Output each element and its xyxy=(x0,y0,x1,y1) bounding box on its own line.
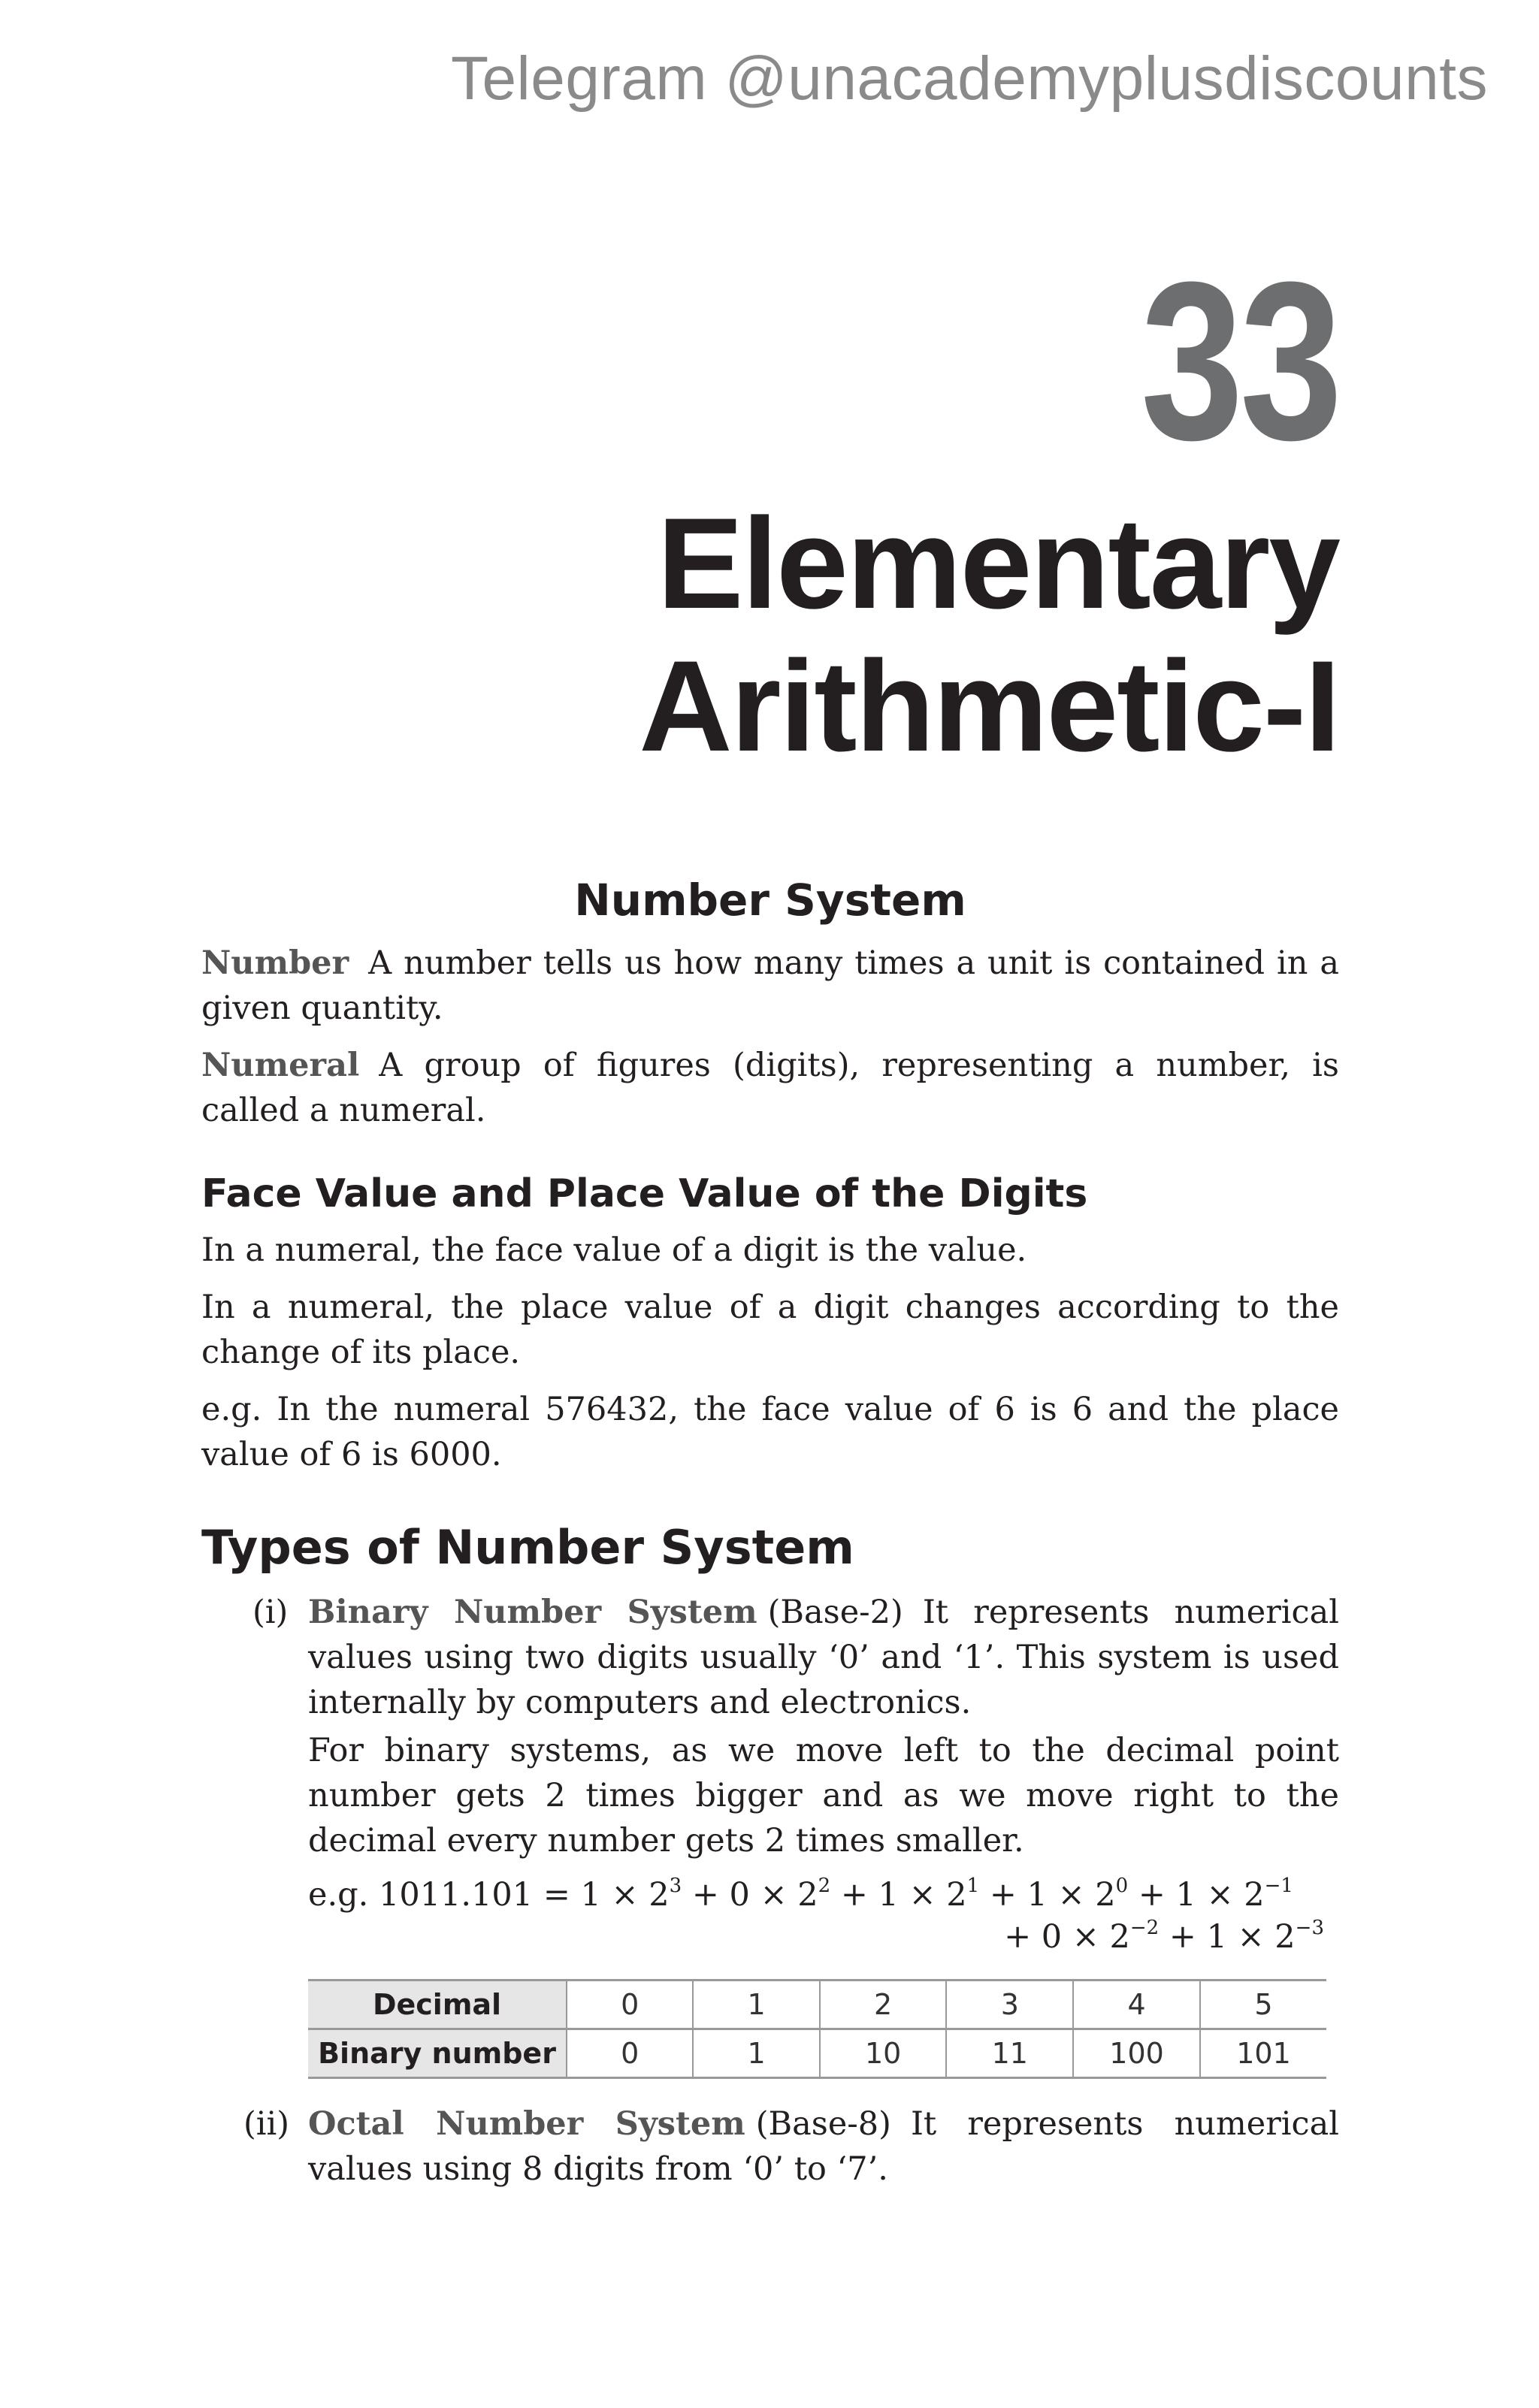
equation-term: 1 × 2 xyxy=(580,1876,670,1914)
table-cell: 2 xyxy=(820,1980,947,2029)
chapter-number: 33 xyxy=(1141,234,1339,487)
octal-base: (Base-8) xyxy=(755,2105,891,2143)
binary-explanation: For binary systems, as we move left to the decimal point number gets 2 times bigger and as we move right to the decimal every number gets 2 times smaller. xyxy=(308,1732,1339,1860)
table-cell: 1 xyxy=(693,1980,819,2029)
chapter-title-line-2: Arithmetic-I xyxy=(639,634,1339,778)
equation-term: + 0 × 2 xyxy=(1004,1918,1130,1956)
table-row-binary xyxy=(308,2029,1326,2078)
equation-term: + 0 × 2 xyxy=(682,1876,818,1914)
binary-equation-line-1 xyxy=(308,1872,1339,1917)
table-cell: 1 xyxy=(693,2029,819,2078)
equation-term: + 1 × 2 xyxy=(979,1876,1116,1914)
number-definition xyxy=(201,941,1339,1031)
numeral-definition xyxy=(201,1043,1339,1133)
face-value-paragraph-1: In a numeral, the face value of a digit is the value. xyxy=(201,1231,1027,1269)
table-cell: 101 xyxy=(1200,2029,1326,2078)
equation-exponent: −2 xyxy=(1129,1917,1160,1939)
table-cell: 100 xyxy=(1073,2029,1200,2078)
equation-exponent: 0 xyxy=(1115,1875,1129,1897)
list-number-ii: (ii) xyxy=(243,2105,290,2143)
equation-term: + 1 × 2 xyxy=(1159,1918,1296,1956)
equation-exponent: 3 xyxy=(669,1875,682,1897)
binary-base: (Base-2) xyxy=(767,1594,903,1631)
equation-exponent: 1 xyxy=(966,1875,980,1897)
numeral-text: A group of figures (digits), representing a number, is called a numeral. xyxy=(201,1047,1339,1129)
table-cell: 5 xyxy=(1200,1980,1326,2029)
binary-definition xyxy=(308,1590,1339,1725)
face-value-example: e.g. In the numeral 576432, the face value of 6 is 6 and the place value of 6 is 6000. xyxy=(201,1391,1339,1473)
equation-term: + 1 × 2 xyxy=(1128,1876,1265,1914)
section-heading-types: Types of Number System xyxy=(201,1520,854,1575)
section-heading-number-system: Number System xyxy=(574,875,966,926)
octal-text: It represents numerical values using 8 digits from ‘0’ to ‘7’. xyxy=(308,2105,1339,2188)
number-text: A number tells us how many times a unit is contained in a given quantity. xyxy=(201,944,1339,1027)
list-item-binary xyxy=(201,1590,1339,2079)
face-value-paragraph-2: In a numeral, the place value of a digit changes according to the change of its place. xyxy=(201,1289,1339,1371)
equation-exponent: 2 xyxy=(818,1875,831,1897)
list-number-i: (i) xyxy=(252,1594,289,1631)
chapter-title xyxy=(639,492,1339,778)
octal-definition xyxy=(308,2101,1339,2192)
table-cell: 11 xyxy=(946,2029,1073,2078)
telegram-watermark: Telegram @unacademyplusdiscounts xyxy=(450,44,1488,113)
table-cell: 0 xyxy=(567,2029,693,2078)
page-content xyxy=(201,857,1339,2202)
table-cell: 4 xyxy=(1073,1980,1200,2029)
table-cell: 10 xyxy=(820,2029,947,2078)
table-row-decimal xyxy=(308,1980,1326,2029)
section-heading-face-value: Face Value and Place Value of the Digits xyxy=(201,1171,1088,1216)
table-cell: 0 xyxy=(567,1980,693,2029)
binary-equation-line-2 xyxy=(308,1914,1339,1959)
binary-term: Binary Number System xyxy=(308,1594,757,1631)
chapter-title-line-1: Elementary xyxy=(657,491,1339,636)
octal-term: Octal Number System xyxy=(308,2105,745,2143)
equation-term: + 1 × 2 xyxy=(830,1876,967,1914)
table-header-binary: Binary number xyxy=(308,2029,567,2078)
list-item-octal xyxy=(201,2101,1339,2192)
decimal-binary-table xyxy=(308,1979,1326,2079)
numeral-term: Numeral xyxy=(201,1047,360,1084)
number-term: Number xyxy=(201,944,349,982)
equation-exponent: −1 xyxy=(1264,1875,1293,1897)
table-cell: 3 xyxy=(946,1980,1073,2029)
equation-exponent: −3 xyxy=(1295,1917,1324,1939)
equation-lhs: e.g. 1011.101 = xyxy=(308,1876,581,1914)
binary-text: It represents numerical values using two digits usually ‘0’ and ‘1’. This system is used internally by computers and electronics. xyxy=(308,1594,1339,1721)
table-header-decimal: Decimal xyxy=(308,1980,567,2029)
